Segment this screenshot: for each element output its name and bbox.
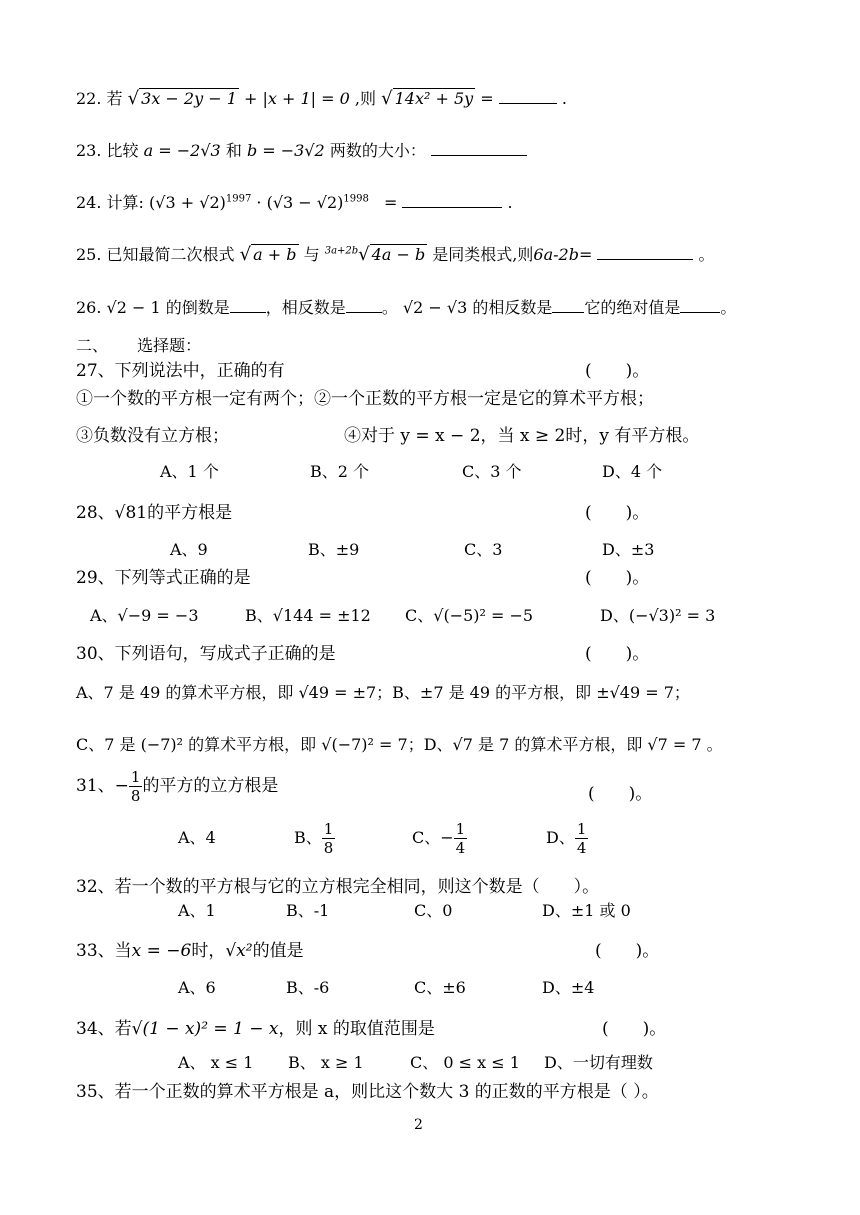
q33-expr-1: x = −6 (131, 941, 192, 961)
option-d-label: D、 (546, 828, 575, 847)
question-22 (76, 86, 567, 109)
q27-statement-1-2 (76, 384, 654, 409)
sqrt-symbol: √ (381, 88, 393, 109)
q22-then: ,则 (354, 89, 376, 108)
q32-options (178, 898, 631, 921)
q33-expr-2: √x² (225, 941, 253, 961)
root-symbol: √ (358, 244, 370, 265)
answer-blank[interactable] (431, 141, 527, 156)
q23-expr-a: a = −2√3 (143, 141, 221, 160)
page-number (414, 1117, 423, 1133)
question-28 (76, 498, 232, 523)
q33-text-1: 时， (191, 941, 226, 961)
question-31 (76, 768, 278, 805)
q26-text-4: 的相反数是 (472, 298, 553, 317)
q26-text-3: 。 (381, 298, 398, 317)
q23-number: 23. (76, 141, 102, 160)
q25-end: 。 (698, 245, 715, 264)
q32-text: 32、若一个数的平方根与它的立方根完全相同，则这个数是（ ）。 (76, 877, 600, 897)
q23-expr-b: b = −3√2 (246, 141, 325, 160)
frac-den: 8 (323, 839, 334, 857)
q33-text-2: 的值是 (252, 941, 304, 961)
section-heading (76, 333, 201, 356)
option-c[interactable]: C、3 (464, 540, 503, 559)
q26-expr-1: √2 − 1 (106, 298, 161, 317)
option-a[interactable]: A、4 (178, 828, 216, 847)
q34-number: 34、若 (76, 1019, 132, 1039)
question-34 (76, 1014, 435, 1039)
q34-paren: ( )。 (602, 1019, 667, 1039)
q27-options (160, 459, 662, 482)
q27-s3: ③负数没有立方根； (76, 426, 229, 446)
q34-text: ，则 x 的取值范围是 (278, 1019, 435, 1039)
option-d[interactable]: D、±1 或 0 (542, 901, 631, 920)
answer-paren (602, 1014, 666, 1039)
q33-number: 33、当 (76, 941, 132, 961)
q27-text: 27、下列说法中，正确的有 (76, 361, 285, 381)
page-number-text: 2 (414, 1117, 423, 1133)
q31-fraction (129, 768, 143, 805)
q25-radicand-1: a + b (253, 245, 297, 264)
option-c-label: C、− (412, 828, 454, 847)
q31-num: 1 (130, 768, 141, 786)
q26-number: 26. (76, 298, 102, 317)
sqrt-symbol: √ (127, 88, 140, 109)
q29-text: 29、下列等式正确的是 (76, 568, 251, 588)
q31-den: 8 (130, 787, 141, 805)
q23-text: 比较 (106, 141, 139, 160)
q31-text: 的平方的立方根是 (142, 776, 279, 796)
q28-expr: √81 (114, 503, 148, 523)
q22-radicand-2: 14x² + 5y (394, 89, 474, 108)
option-d[interactable] (546, 820, 588, 857)
option-d[interactable]: D、4 个 (602, 462, 663, 481)
q25-radicand-2: 4a − b (371, 245, 426, 264)
q30-paren: ( )。 (585, 644, 650, 664)
option-c[interactable] (412, 820, 546, 857)
q22-number: 22. (76, 89, 102, 108)
answer-blank[interactable] (597, 245, 693, 260)
option-b[interactable]: B、 x ≥ 1 (288, 1053, 364, 1072)
option-b[interactable]: B、2 个 (310, 462, 370, 481)
q28-paren: ( )。 (585, 503, 650, 523)
question-27 (76, 356, 285, 381)
section-title: 选择题： (137, 336, 202, 355)
q26-expr-2: √2 − √3 (402, 298, 468, 317)
question-30 (76, 639, 336, 664)
q30-line-1: A、7 是 49 的算术平方根，即 √49 = ±7；B、±7 是 49 的平方根，即 ±√49 = 7； (76, 683, 690, 702)
answer-paren (595, 936, 659, 961)
q25-root-index: 3a+2b (324, 245, 359, 257)
q26-text-1: 的倒数是 (165, 298, 230, 317)
q27-statement-3 (76, 421, 229, 446)
q26-text-2: ，相反数是 (265, 298, 346, 317)
q31-number: 31、 (76, 776, 115, 796)
q24-expr-1: (√3 + √2) (149, 193, 226, 212)
q22-eq: = (480, 89, 494, 108)
option-a[interactable]: A、 x ≤ 1 (178, 1053, 254, 1072)
answer-paren (585, 639, 649, 664)
option-c[interactable]: C、0 (414, 901, 453, 920)
q34-options (178, 1050, 653, 1073)
answer-paren (585, 356, 649, 381)
frac-num: 1 (323, 820, 334, 838)
q24-exp-1: 1997 (225, 193, 252, 205)
frac-num: 1 (576, 820, 587, 838)
option-c[interactable]: C、3 个 (462, 462, 522, 481)
option-b-fraction (322, 820, 336, 857)
answer-paren (585, 498, 649, 523)
frac-den: 4 (576, 839, 587, 857)
option-b[interactable]: B、±9 (308, 540, 360, 559)
question-32 (76, 872, 599, 897)
option-d-fraction (575, 820, 589, 857)
q25-text: 已知最简二次根式 (106, 245, 235, 264)
q28-text: 的平方根是 (147, 503, 233, 523)
q31-options (178, 820, 588, 857)
question-23 (76, 138, 527, 161)
q26-text-5: 它的绝对值是 (584, 298, 681, 317)
answer-blank[interactable] (552, 298, 584, 313)
q31-sign: − (114, 776, 129, 796)
section-label: 二、 (76, 336, 109, 355)
option-d[interactable]: D、±3 (602, 540, 655, 559)
q24-dot: · (251, 193, 267, 212)
option-b[interactable] (294, 820, 412, 857)
q24-end: . (507, 193, 513, 212)
q28-options (170, 537, 654, 560)
option-b[interactable]: B、√144 = ±12 (245, 606, 371, 625)
question-33 (76, 936, 304, 961)
q30-options-ab (76, 680, 690, 703)
q25-number: 25. (76, 245, 102, 264)
q25-with: 与 (303, 245, 320, 264)
q31-paren: ( )。 (588, 784, 653, 804)
q24-expr-2: (√3 − √2) (266, 193, 344, 212)
answer-blank[interactable] (402, 193, 502, 208)
answer-blank[interactable] (230, 298, 266, 313)
q27-s1: ①一个数的平方根一定有两个；②一个正数的平方根一定是它的算术平方根； (76, 389, 654, 409)
question-26 (76, 295, 736, 318)
option-b-label: B、 (294, 828, 322, 847)
q28-number: 28、 (76, 503, 115, 523)
option-a[interactable]: A、6 (178, 978, 216, 997)
option-b[interactable]: B、-1 (286, 901, 330, 920)
q29-options (90, 603, 715, 626)
q33-options (178, 975, 594, 998)
option-a[interactable]: A、1 个 (160, 462, 219, 481)
q30-line-2: C、7 是 (−7)² 的算术平方根，即 √(−7)² = 7；D、√7 是 7 的算术平方根，即 √7 = 7 。 (76, 735, 723, 754)
answer-blank[interactable] (346, 298, 382, 313)
option-d[interactable]: D、一切有理数 (544, 1053, 653, 1072)
option-a[interactable]: A、√−9 = −3 (90, 606, 199, 625)
sqrt-symbol: √ (239, 244, 252, 265)
question-25 (76, 242, 715, 265)
option-c[interactable]: C、√(−5)² = −5 (405, 606, 534, 625)
q34-expr: √(1 − x)² = 1 − x (131, 1019, 279, 1039)
q23-tail: 两数的大小： (329, 141, 426, 160)
q29-paren: ( )。 (585, 568, 650, 588)
frac-num: 1 (455, 820, 466, 838)
q30-text: 30、下列语句，写成式子正确的是 (76, 644, 336, 664)
question-29 (76, 563, 251, 588)
option-c[interactable]: C、±6 (414, 978, 466, 997)
q27-statement-4 (344, 421, 699, 446)
answer-paren (588, 779, 652, 804)
q35-text: 35、若一个正数的算术平方根是 a，则比这个数大 3 的正数的平方根是（ ）。 (76, 1082, 659, 1102)
q22-radicand: 3x − 2y − 1 (141, 89, 237, 108)
q25-text-2: 是同类根式,则 (432, 245, 534, 264)
option-d[interactable]: D、(−√3)² = 3 (600, 606, 716, 625)
option-a[interactable]: A、1 (178, 901, 216, 920)
q26-end: 。 (720, 298, 737, 317)
q24-number: 24. (76, 193, 102, 212)
option-a[interactable]: A、9 (170, 540, 208, 559)
q27-paren: ( )。 (585, 361, 650, 381)
question-24 (76, 190, 513, 213)
q23-and: 和 (225, 141, 242, 160)
q30-options-cd (76, 732, 723, 755)
option-d[interactable]: D、±4 (542, 978, 595, 997)
option-b[interactable]: B、-6 (286, 978, 330, 997)
option-c[interactable]: C、 0 ≤ x ≤ 1 (410, 1053, 520, 1072)
q27-s4: ④对于 y = x − 2，当 x ≥ 2时，y 有平方根。 (344, 426, 700, 446)
q25-expr: 6a-2b= (533, 245, 593, 264)
q24-exp-2: 1998 (343, 193, 369, 205)
q22-abs-expr: + |x + 1| = 0 (244, 89, 350, 108)
q24-text: 计算: (106, 193, 144, 212)
answer-paren (585, 563, 649, 588)
question-35 (76, 1077, 659, 1102)
answer-blank[interactable] (680, 298, 720, 313)
option-c-fraction (454, 820, 468, 857)
q24-eq: = (383, 193, 398, 212)
answer-blank[interactable] (499, 89, 557, 104)
q22-end: . (561, 89, 567, 108)
q33-paren: ( )。 (595, 941, 660, 961)
q22-text: 若 (106, 89, 123, 108)
frac-den: 4 (455, 839, 466, 857)
